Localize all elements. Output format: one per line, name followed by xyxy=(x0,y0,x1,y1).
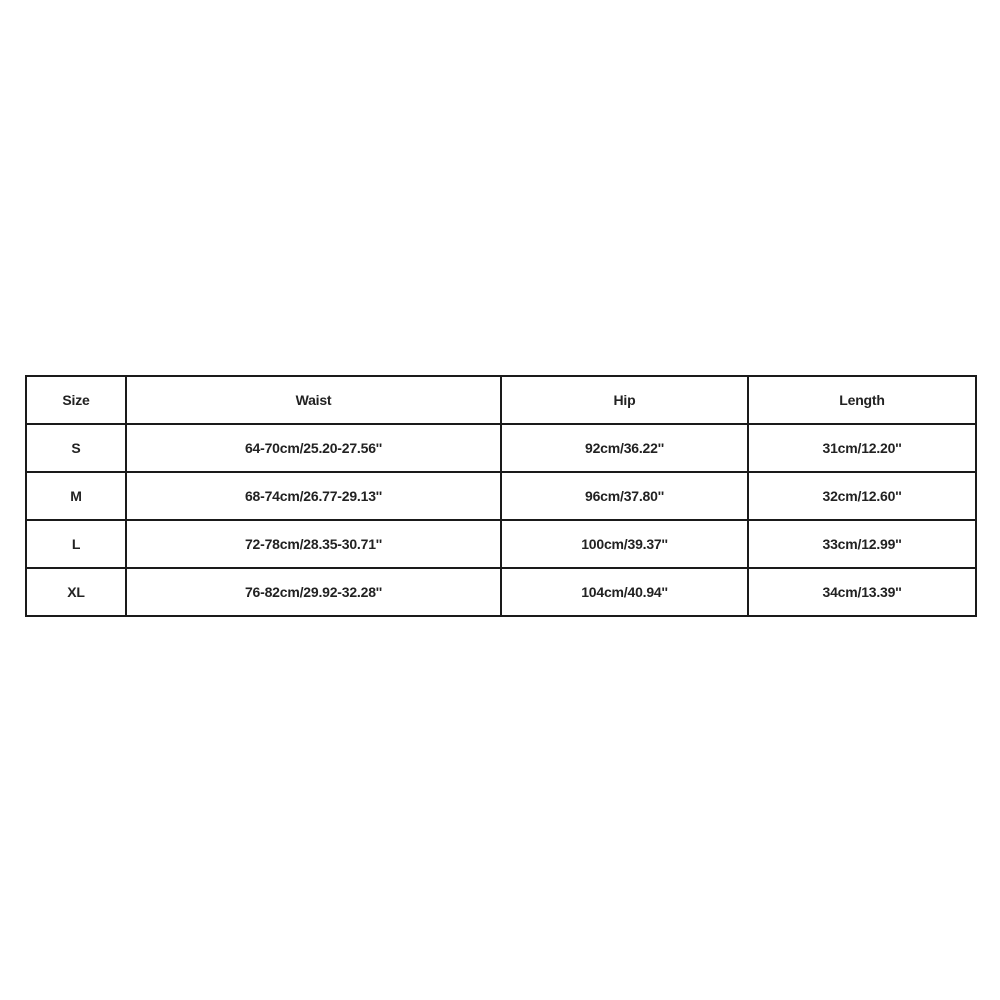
table-row xyxy=(26,520,976,568)
cell-hip: 104cm/40.94'' xyxy=(501,568,748,616)
header-size: Size xyxy=(26,376,126,424)
cell-length: 31cm/12.20'' xyxy=(748,424,976,472)
cell-length: 32cm/12.60'' xyxy=(748,472,976,520)
cell-hip: 96cm/37.80'' xyxy=(501,472,748,520)
cell-size: L xyxy=(26,520,126,568)
cell-size: M xyxy=(26,472,126,520)
cell-size: S xyxy=(26,424,126,472)
cell-hip: 92cm/36.22'' xyxy=(501,424,748,472)
header-hip: Hip xyxy=(501,376,748,424)
cell-waist: 68-74cm/26.77-29.13'' xyxy=(126,472,501,520)
table-header-row xyxy=(26,376,976,424)
header-length: Length xyxy=(748,376,976,424)
cell-size: XL xyxy=(26,568,126,616)
table-row xyxy=(26,568,976,616)
cell-waist: 64-70cm/25.20-27.56'' xyxy=(126,424,501,472)
table-row xyxy=(26,424,976,472)
cell-length: 34cm/13.39'' xyxy=(748,568,976,616)
header-waist: Waist xyxy=(126,376,501,424)
cell-waist: 72-78cm/28.35-30.71'' xyxy=(126,520,501,568)
cell-hip: 100cm/39.37'' xyxy=(501,520,748,568)
size-chart-table xyxy=(25,375,977,617)
cell-waist: 76-82cm/29.92-32.28'' xyxy=(126,568,501,616)
cell-length: 33cm/12.99'' xyxy=(748,520,976,568)
table-row xyxy=(26,472,976,520)
